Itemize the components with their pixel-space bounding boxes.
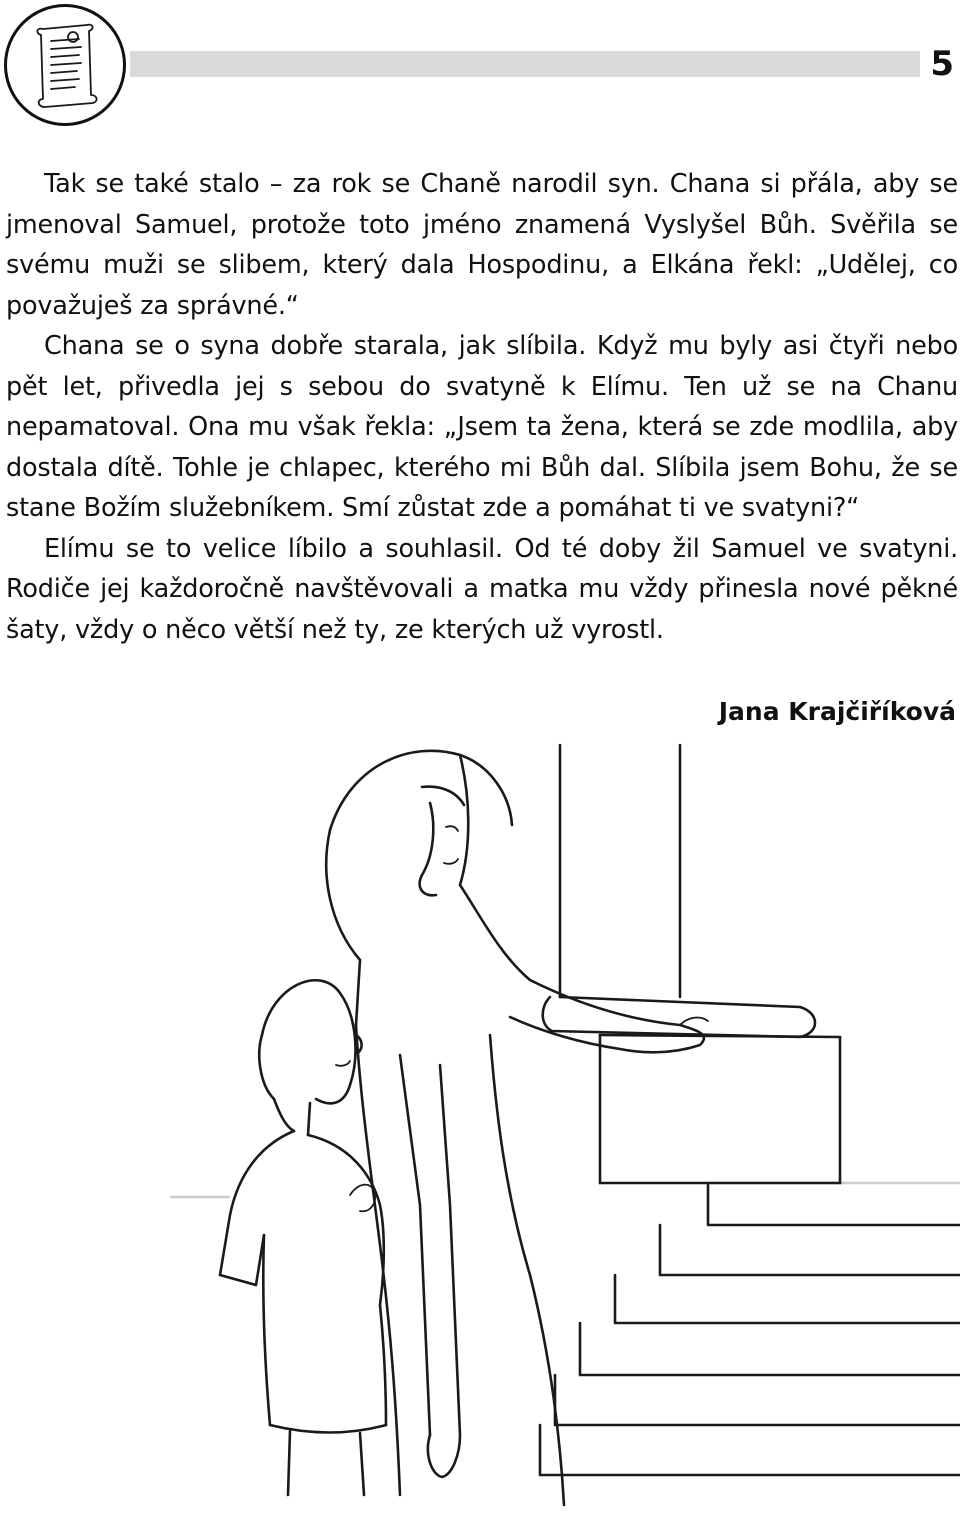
page-number: 5: [930, 44, 954, 84]
steps: [540, 1183, 960, 1475]
mother-figure: [326, 751, 708, 1505]
boy-figure: [220, 980, 386, 1495]
paragraph: Elímu se to velice líbilo a souhlasil. Od té doby žil Samuel ve svatyni. Rodiče jej každoročně navštěvovali a matka mu vždy přinesla nové pěkné šaty, vždy o něco větší než ty, ze kterých už vyrostl.: [6, 533, 958, 645]
mother-and-boy-drawing: [160, 735, 960, 1515]
paragraph: Tak se také stalo – za rok se Chaně narodil syn. Chana si přála, aby se jmenoval Samuel, protože toto jméno znamená Vyslyšel Bůh. Svěřila se svému muži se slibem, který dala Hospodinu, a Elkána řekl: „Udělej, co považuješ za správné.“: [6, 169, 958, 321]
scroll-emblem: [4, 4, 126, 126]
scroll-icon: [7, 7, 123, 123]
article-body: [6, 164, 958, 650]
coloring-illustration: [160, 735, 960, 1515]
paragraph: Chana se o syna dobře starala, jak slíbila. Když mu byly asi čtyři nebo pět let, přivedla jej s sebou do svatyně k Elímu. Ten už se na Chanu nepamatoval. Ona mu však řekla: „Jsem ta žena, která se zde modlila, aby dostala dítě. Tohle je chlapec, kterého mi Bůh dal. Slíbila jsem Bohu, že se stane Božím služebníkem. Smí zůstat zde a pomáhat ti ve svatyni?“: [6, 331, 958, 523]
author-signature: Jana Krajčiříková: [718, 697, 956, 726]
pillar: [543, 745, 840, 1183]
header-bar: [130, 51, 920, 77]
